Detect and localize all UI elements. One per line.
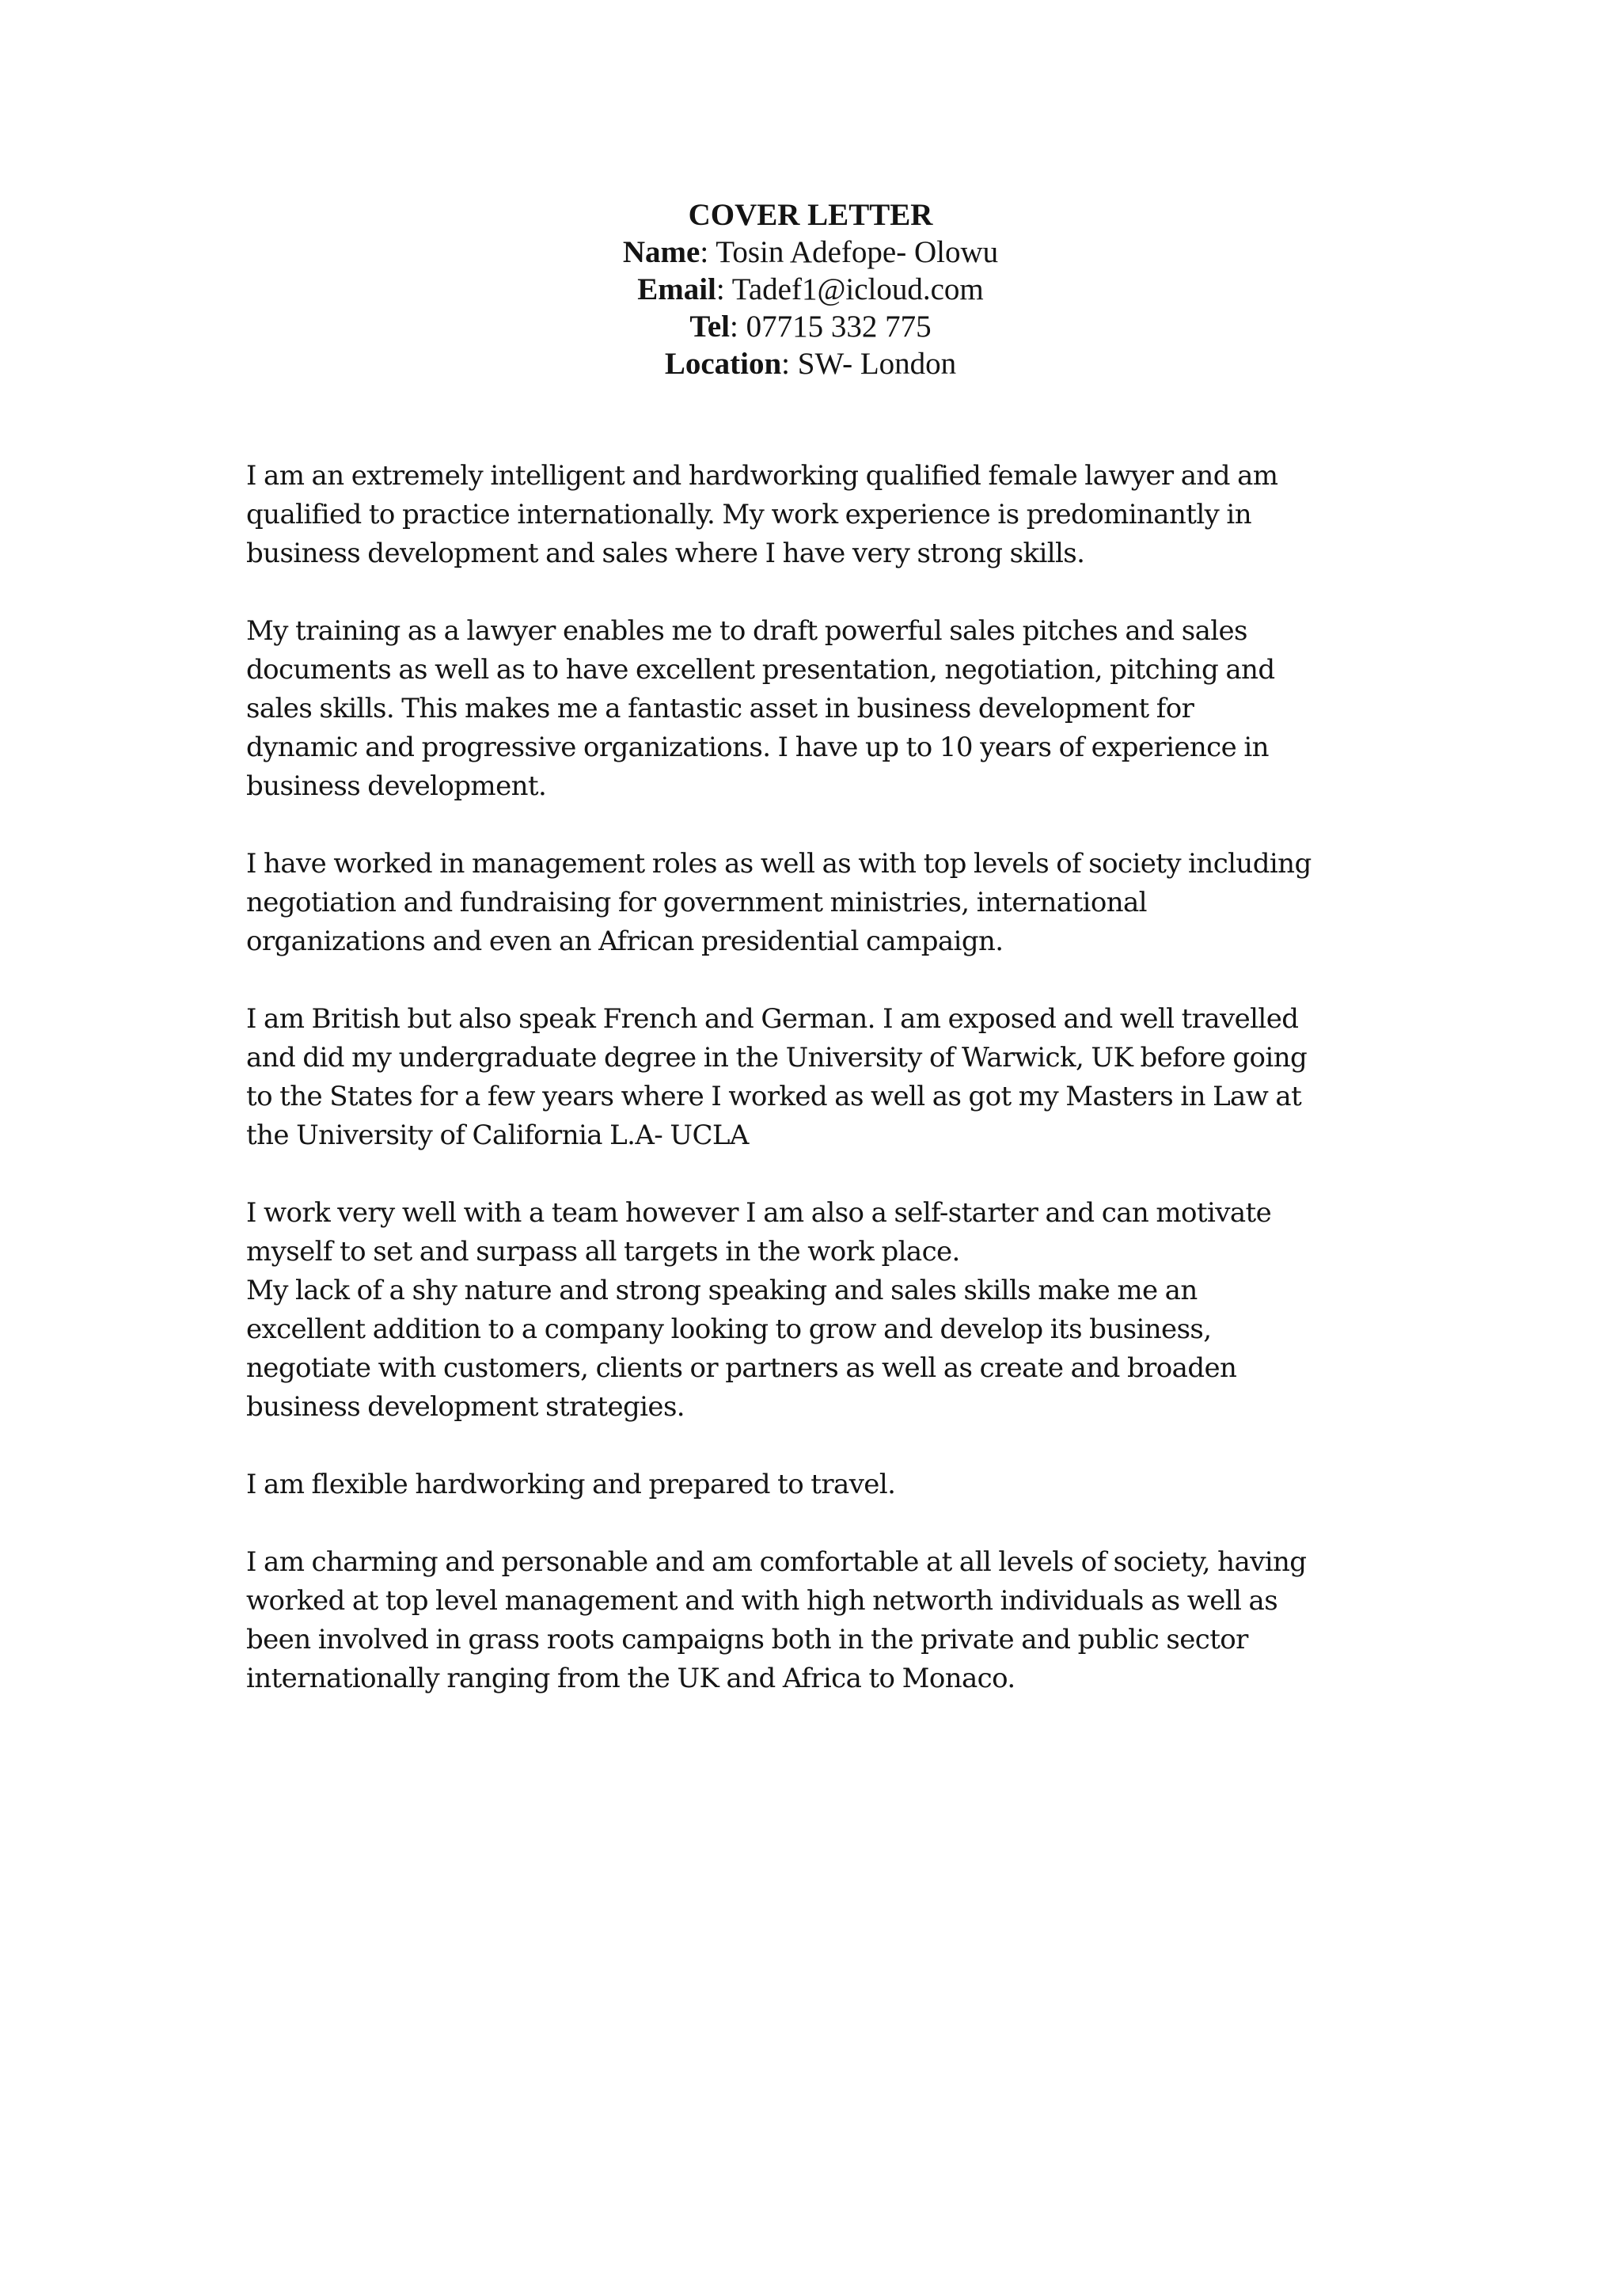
email-label: Email xyxy=(637,272,716,306)
paragraph-line: sales skills. This makes me a fantastic asset in business development for xyxy=(246,693,1194,724)
email-line xyxy=(0,271,1621,308)
paragraph-line: and did my undergraduate degree in the University of Warwick, UK before going xyxy=(246,1042,1308,1074)
location-value: : SW- London xyxy=(781,347,957,381)
paragraph-skills xyxy=(246,1272,1402,1427)
paragraph-line: My training as a lawyer enables me to draft powerful sales pitches and sales xyxy=(246,615,1247,647)
letter-title: COVER LETTER xyxy=(688,198,933,232)
paragraph-management xyxy=(246,845,1402,961)
paragraph-training xyxy=(246,612,1402,806)
paragraph-line: documents as well as to have excellent presentation, negotiation, pitching and xyxy=(246,654,1275,686)
paragraph-line: organizations and even an African presidential campaign. xyxy=(246,926,1004,957)
paragraph-line: business development and sales where I have very strong skills. xyxy=(246,538,1085,569)
paragraph-line: excellent addition to a company looking to grow and develop its business, xyxy=(246,1313,1212,1345)
paragraph-line: I am flexible hardworking and prepared to travel. xyxy=(246,1469,896,1500)
name-line xyxy=(0,234,1621,271)
paragraph-flexible xyxy=(246,1465,1402,1504)
paragraph-teamwork xyxy=(246,1194,1402,1272)
paragraph-line: My lack of a shy nature and strong speaking and sales skills make me an xyxy=(246,1275,1198,1306)
paragraph-line: business development. xyxy=(246,770,547,802)
paragraph-line: negotiation and fundraising for government ministries, international xyxy=(246,887,1147,918)
paragraph-line: qualified to practice internationally. My work experience is predominantly in xyxy=(246,499,1251,530)
name-value: : Tosin Adefope- Olowu xyxy=(700,235,999,269)
paragraph-line: business development strategies. xyxy=(246,1391,685,1423)
paragraph-languages xyxy=(246,1000,1402,1155)
tel-line xyxy=(0,308,1621,345)
paragraph-line: the University of California L.A- UCLA xyxy=(246,1119,749,1151)
paragraph-line: myself to set and surpass all targets in the work place. xyxy=(246,1236,960,1268)
letter-header xyxy=(0,196,1621,382)
paragraph-line: to the States for a few years where I worked as well as got my Masters in Law at xyxy=(246,1081,1302,1112)
location-label: Location xyxy=(664,347,782,381)
paragraph-line: been involved in grass roots campaigns both in the private and public sector xyxy=(246,1624,1248,1655)
paragraph-intro xyxy=(246,457,1402,573)
paragraph-personable xyxy=(246,1543,1402,1698)
paragraph-line: I am charming and personable and am comfortable at all levels of society, having xyxy=(246,1546,1307,1578)
paragraph-line: I am an extremely intelligent and hardworking qualified female lawyer and am xyxy=(246,460,1278,492)
name-label: Name xyxy=(622,235,700,269)
paragraph-line: negotiate with customers, clients or partners as well as create and broaden xyxy=(246,1352,1237,1384)
location-line xyxy=(0,345,1621,382)
paragraph-line: internationally ranging from the UK and Africa to Monaco. xyxy=(246,1663,1015,1694)
paragraph-line: I work very well with a team however I am also a self-starter and can motivate xyxy=(246,1197,1272,1229)
email-value: : Tadef1@icloud.com xyxy=(716,272,984,306)
paragraph-line: I am British but also speak French and German. I am exposed and well travelled xyxy=(246,1003,1299,1035)
tel-label: Tel xyxy=(689,310,730,344)
paragraph-line: dynamic and progressive organizations. I have up to 10 years of experience in xyxy=(246,732,1269,763)
letter-body xyxy=(246,457,1402,1737)
paragraph-line: worked at top level management and with high networth individuals as well as xyxy=(246,1585,1278,1617)
paragraph-line: I have worked in management roles as well as with top levels of society including xyxy=(246,848,1312,880)
tel-value: : 07715 332 775 xyxy=(729,310,932,344)
